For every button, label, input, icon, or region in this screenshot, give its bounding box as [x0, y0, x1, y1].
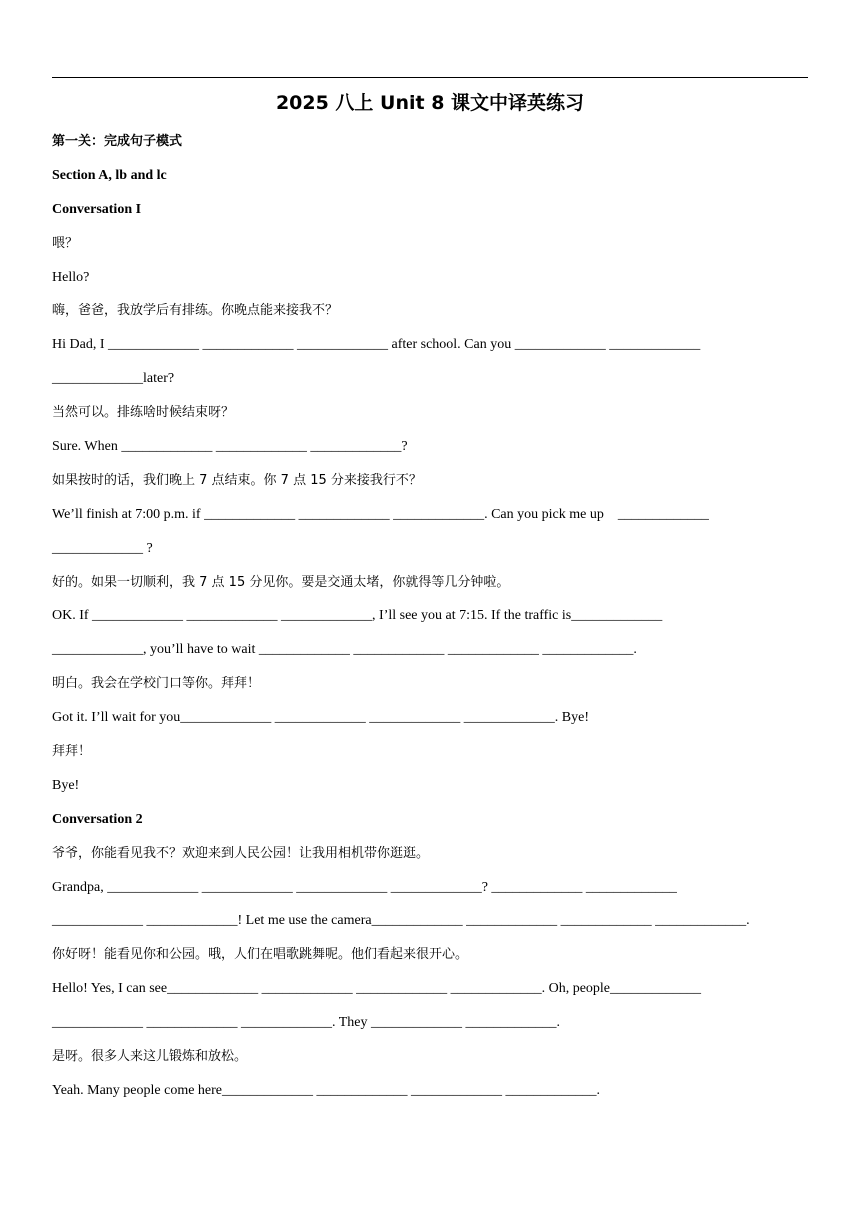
english-line: _____________ _____________! Let me use the camera_____________ _____________ _____________ _____________.	[52, 913, 750, 929]
chinese-line: 是呀。很多人来这儿锻炼和放松。	[52, 1049, 248, 1065]
chinese-line: 第一关：完成句子模式	[52, 134, 183, 149]
english-line: OK. If _____________ _____________ _____________, I’ll see you at 7:15. If the traffic is_____________	[52, 608, 663, 624]
chinese-line: 如果按时的话，我们晚上 7 点结束。你 7 点 15 分来接我行不？	[52, 472, 422, 488]
english-line: _____________ _____________ _____________. They _____________ _____________.	[52, 1015, 561, 1031]
english-line: Got it. I’ll wait for you_____________ _____________ _____________ _____________. Bye!	[52, 710, 590, 726]
worksheet-body	[52, 125, 812, 1108]
section-heading: Section A, lb and lc	[52, 167, 167, 183]
chinese-line: 你好呀！能看见你和公园。哦，人们在唱歌跳舞呢。他们看起来很开心。	[52, 947, 469, 963]
header-rule	[52, 77, 808, 78]
chinese-line: 拜拜！	[52, 744, 92, 760]
chinese-line: 嗨，爸爸，我放学后有排练。你晚点能来接我不？	[52, 303, 339, 319]
english-line: Bye!	[52, 777, 80, 793]
chinese-line: 好的。如果一切顺利，我 7 点 15 分见你。要是交通太堵，你就得等几分钟啦。	[52, 574, 510, 590]
page-title: 2025 八上 Unit 8 课文中译英练习	[275, 92, 585, 114]
section-heading: Conversation 2	[52, 811, 143, 827]
section-heading: Conversation I	[52, 201, 142, 217]
english-line: Hi Dad, I _____________ _____________ _____________ after school. Can you _____________ _____________	[52, 337, 701, 353]
chinese-line: 喂？	[52, 235, 79, 251]
english-line: _____________, you’ll have to wait _____________ _____________ _____________ _____________.	[52, 642, 637, 658]
english-line: _____________later?	[52, 371, 175, 387]
chinese-line: 爷爷，你能看见我不？欢迎来到人民公园！让我用相机带你逛逛。	[52, 845, 430, 861]
english-line: Hello?	[52, 269, 90, 285]
chinese-line: 当然可以。排练啥时候结束呀？	[52, 405, 235, 421]
english-line: Sure. When _____________ _____________ _____________?	[52, 439, 408, 455]
english-line: Hello! Yes, I can see_____________ _____________ _____________ _____________. Oh, people_____________	[52, 981, 702, 997]
english-line: _____________ ?	[52, 540, 153, 556]
english-line: Yeah. Many people come here_____________ _____________ _____________ _____________.	[52, 1082, 601, 1098]
english-line: We’ll finish at 7:00 p.m. if _____________ _____________ _____________. Can you pick me up _____________	[52, 506, 709, 522]
english-line: Grandpa, _____________ _____________ _____________ _____________? _____________ _____________	[52, 879, 677, 895]
chinese-line: 明白。我会在学校门口等你。拜拜！	[52, 676, 261, 692]
